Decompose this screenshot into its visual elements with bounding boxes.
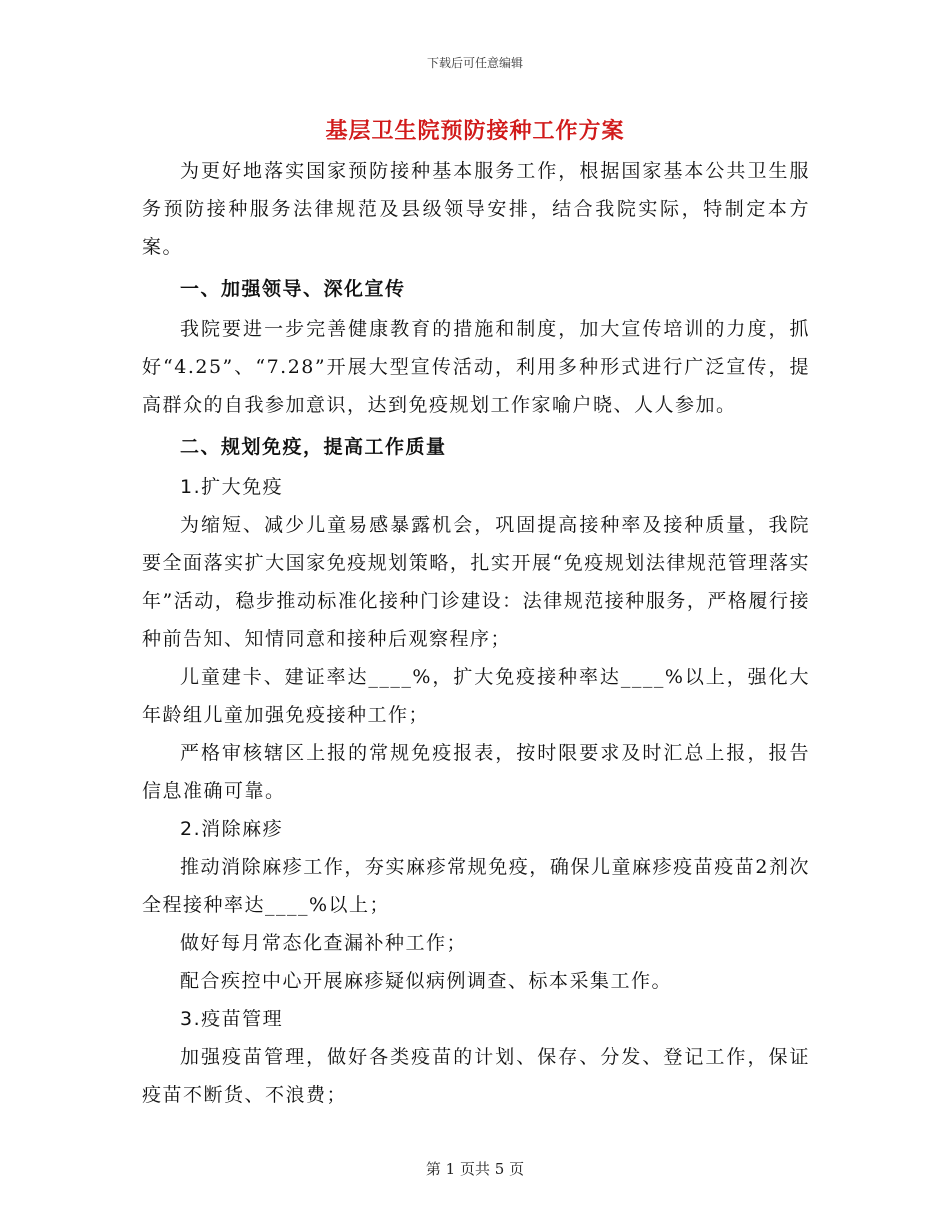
- paragraph: 做好每月常态化查漏补种工作；: [180, 932, 468, 954]
- paragraph: 我院要进一步完善健康教育的措施和制度，加大宣传培训的力度，抓好“4.25”、“7.28”开展大型宣传活动，利用多种形式进行广泛宣传，提高群众的自我参加意识，达到免疫规划工作家喻户晓、人人参加。: [142, 318, 810, 416]
- section-heading: 一、加强领导、深化宣传: [180, 278, 406, 300]
- document-title: 基层卫生院预防接种工作方案: [325, 119, 625, 144]
- paragraph: 推动消除麻疹工作，夯实麻疹常规免疫，确保儿童麻疹疫苗疫苗2剂次全程接种率达____%以上；: [142, 856, 810, 916]
- paragraph: 为缩短、减少儿童易感暴露机会，巩固提高接种率及接种质量，我院要全面落实扩大国家免疫规划策略，扎实开展“免疫规划法律规范管理落实年”活动，稳步推动标准化接种门诊建设：法律规范接种服务，严格履行接种前告知、知情同意和接种后观察程序；: [142, 514, 810, 650]
- document-body: [142, 152, 810, 1114]
- section-heading: 二、规划免疫，提高工作质量: [180, 436, 447, 458]
- paragraph: 加强疫苗管理，做好各类疫苗的计划、保存、分发、登记工作，保证疫苗不断货、不浪费；: [142, 1046, 810, 1106]
- paragraph: 儿童建卡、建证率达____%，扩大免疫接种率达____%以上，强化大年龄组儿童加强免疫接种工作；: [142, 666, 810, 726]
- subsection-heading: 2.消除麻疹: [180, 818, 284, 840]
- subsection-heading: 3.疫苗管理: [180, 1008, 284, 1030]
- paragraph: 严格审核辖区上报的常规免疫报表，按时限要求及时汇总上报，报告信息准确可靠。: [142, 742, 810, 802]
- page-number: 第 1 页共 5 页: [425, 1160, 525, 1178]
- subsection-heading: 1.扩大免疫: [180, 476, 284, 498]
- paragraph: 配合疾控中心开展麻疹疑似病例调查、标本采集工作。: [180, 970, 673, 992]
- paragraph: 为更好地落实国家预防接种基本服务工作，根据国家基本公共卫生服务预防接种服务法律规范及县级领导安排，结合我院实际，特制定本方案。: [142, 160, 810, 258]
- header-note: 下载后可任意编辑: [426, 56, 523, 70]
